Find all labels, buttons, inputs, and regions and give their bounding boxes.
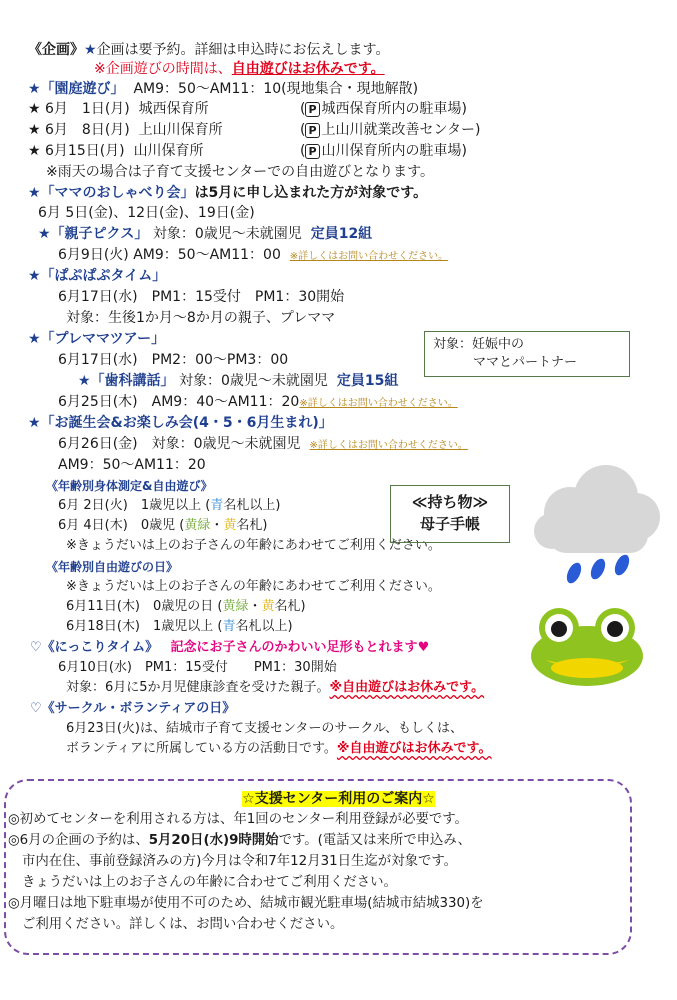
birthday-time: AM9：50～AM11：20 <box>58 457 206 473</box>
teien-parking: ( P 山川保育所内の駐車場) <box>300 143 467 159</box>
nenrei-row2-date: 6月18日(木) 1歳児以上 <box>66 619 214 634</box>
papupu-title: ★「ぱぷぱぷタイム」 <box>28 268 167 284</box>
teien-row <box>28 120 223 140</box>
teien-header <box>28 79 418 99</box>
nenrei-row2: 6月18日(木) 1歳児以上 (青名札以上) <box>66 619 293 634</box>
shika-time-line <box>58 392 458 414</box>
guide-line2-post: です。(電話又は来所で申込み、 <box>278 833 472 848</box>
shika-title: ★「歯科講話」 <box>78 373 175 389</box>
papupu-target: 対象：生後1か月～8か月の親子、プレママ <box>66 310 336 326</box>
sokutei-row1-date: 6月 2日(火) 1歳児以上 <box>58 498 202 513</box>
sokutei-note: ※きょうだいは上のお子さんの年齢にあわせてご利用ください。 <box>66 538 441 553</box>
picnic-time: 6月9日(火) AM9：50～AM11：00 <box>58 247 281 263</box>
parking-icon: P <box>305 123 319 138</box>
birthday-date: 6月26日(金) 対象：0歳児～未就園児 <box>58 436 301 452</box>
picnic-time-line <box>58 245 448 267</box>
teien-parking: ( P 城西保育所内の駐車場) <box>300 101 467 117</box>
sokutei-row1-suffix: 名札以上) <box>223 498 281 513</box>
mochimono-title: ≪持ち物≫ <box>411 493 489 511</box>
premama-box-line1: 対象：妊娠中の <box>433 337 525 352</box>
teien-date: ★ 6月 1日(月) <box>28 101 130 117</box>
premama-title: ★「プレママツアー」 <box>28 331 166 347</box>
nikkori-target: 対象：6月に5か月児健康診査を受けた親子。 <box>66 680 330 695</box>
teien-title: ★「園庭遊び」 <box>28 81 125 97</box>
teien-parking-text: 山川保育所内の駐車場 <box>321 143 462 159</box>
intro-note-text: ※企画遊びの時間は、 <box>94 61 232 77</box>
teien-rain: ※雨天の場合は子育て支援センターでの自由遊びとなります。 <box>46 164 435 180</box>
nikkori-title: ♡《にっこりタイム》 <box>30 640 159 655</box>
circle-title: ♡《サークル・ボランティアの日》 <box>30 701 236 716</box>
intro-text: 企画は要予約。詳細は申込時にお伝えします。 <box>96 42 390 58</box>
mochimono-box <box>390 485 510 543</box>
picnic-note: ※詳しくはお問い合わせください。 <box>289 251 449 262</box>
sokutei-row2-suffix: 名札) <box>236 518 268 533</box>
teien-date: ★ 6月 8日(月) <box>28 122 130 138</box>
premama-box-line2: ママとパートナー <box>473 355 578 370</box>
intro-note-em: 自由遊びはお休みです。 <box>231 61 385 77</box>
guide-line5: ◎月曜日は地下駐車場が使用不可のため、結城市観光駐車場(結城市結城330)を <box>8 896 484 911</box>
premama-target-box <box>424 331 630 377</box>
mochimono-item: 母子手帳 <box>419 515 480 533</box>
intro-line <box>28 40 389 60</box>
teien-date: ★ 6月15日(月) <box>28 143 125 159</box>
teien-row <box>28 141 204 161</box>
circle-note: ※自由遊びはお休みです。 <box>336 741 492 756</box>
nenrei-row1-suffix: 名札) <box>274 599 306 614</box>
sokutei-row2-color1: 黄緑 <box>184 518 211 533</box>
circle-line2: ボランティアに所属している方の活動日です。 <box>66 741 337 756</box>
intro-note <box>94 59 385 79</box>
teien-parking-text: 城西保育所内の駐車場 <box>321 101 462 117</box>
teien-place: 城西保育所 <box>138 101 209 117</box>
nikkori-header <box>30 638 429 658</box>
picnic-title: ★「親子ピクス」 <box>38 226 149 242</box>
frog-icon <box>525 604 649 686</box>
mama-target: は5月に申し込まれた方が対象です。 <box>194 185 428 201</box>
mama-title: ★「ママのおしゃべり会」 <box>28 185 195 201</box>
nenrei-title: 《年齢別自由遊びの日》 <box>46 560 179 574</box>
guide-line2 <box>8 831 471 851</box>
nikkori-note: ※自由遊びはお休みです。 <box>329 680 485 695</box>
sokutei-title: 《年齢別身体測定&自由遊び》 <box>46 479 213 493</box>
nenrei-row1-color1: 黄緑 <box>222 599 249 614</box>
shika-header <box>78 371 398 391</box>
picnic-target: 対象：0歳児～未就園児 <box>152 226 302 242</box>
guide-line3: 市内在住、事前登録済みの方)今月は令和7年12月31日生迄が対象です。 <box>22 854 458 869</box>
intro-star: ★ <box>84 42 97 58</box>
picnic-header <box>38 224 372 244</box>
sokutei-row2-date: 6月 4日(木) 0歳児 <box>58 518 176 533</box>
mama-dates: 6月 5日(金)、12日(金)、19日(金) <box>38 205 255 221</box>
shika-capacity: 定員15組 <box>336 373 399 389</box>
guide-line4: きょうだいは上のお子さんの年齢に合わせてご利用ください。 <box>22 875 397 890</box>
nenrei-row2-color: 青 <box>222 619 236 634</box>
guide-line2-em: 5月20日(水)9時開始 <box>148 833 279 848</box>
mama-header <box>28 183 427 203</box>
sokutei-row1: 6月 2日(火) 1歳児以上 (青名札以上) <box>58 498 281 513</box>
guide-title-wrap <box>0 789 677 809</box>
nenrei-row1-color2: 黄 <box>261 599 275 614</box>
birthday-date-line <box>58 434 468 456</box>
papupu-time: 6月17日(水) PM1：15受付 PM1：30開始 <box>58 289 345 305</box>
birthday-note: ※詳しくはお問い合わせください。 <box>309 440 468 451</box>
nikkori-time: 6月10日(水) PM1：15受付 PM1：30開始 <box>58 660 337 675</box>
teien-row <box>28 99 209 119</box>
picnic-capacity: 定員12組 <box>310 226 373 242</box>
guide-line6: ご利用ください。詳しくは、お問い合わせください。 <box>22 917 344 932</box>
guide-line2-pre: ◎6月の企画の予約は、 <box>8 833 149 848</box>
heart-icon: ♥ <box>417 640 430 655</box>
parking-icon: P <box>305 144 319 159</box>
sokutei-row2-color2: 黄 <box>223 518 237 533</box>
nenrei-row1-date: 6月11日(木) 0歳児の日 <box>66 599 214 614</box>
sokutei-row2: 6月 4日(木) 0歳児 (黄緑・黄名札) <box>58 518 268 533</box>
teien-time: AM9：50～AM11：10(現地集合・現地解散) <box>133 81 419 97</box>
nikkori-target-line <box>66 678 484 698</box>
teien-parking-text: 上山川就業改善センター) <box>321 122 481 138</box>
nenrei-row2-suffix: 名札以上) <box>235 619 293 634</box>
rain-cloud-icon <box>528 461 664 591</box>
nenrei-row1-dot: ・ <box>248 599 262 614</box>
nikkori-em: 記念にお子さんのかわいい足形もとれます <box>170 640 418 655</box>
shika-time: 6月25日(木) AM9：40～AM11：20 <box>58 394 300 410</box>
nenrei-row1: 6月11日(木) 0歳児の日 (黄緑・黄名札) <box>66 599 306 614</box>
circle-line1: 6月23日(火)は、結城市子育て支援センターのサークル、もしくは、 <box>66 721 464 736</box>
nenrei-note: ※きょうだいは上のお子さんの年齢にあわせてご利用ください。 <box>66 579 441 594</box>
sokutei-row1-color: 青 <box>210 498 224 513</box>
shika-note: ※詳しくはお問い合わせください。 <box>299 398 458 409</box>
sokutei-row2-dot: ・ <box>210 518 224 533</box>
guide-title: ☆支援センター利用のご案内☆ <box>242 791 435 807</box>
parking-icon: P <box>305 102 319 117</box>
guide-line1: ◎初めてセンターを利用される方は、年1回のセンター利用登録が必要です。 <box>8 812 468 827</box>
circle-line2-wrap <box>66 739 492 759</box>
teien-place: 上山川保育所 <box>138 122 223 138</box>
premama-time: 6月17日(水) PM2：00～PM3：00 <box>58 352 289 368</box>
teien-parking: ( P 上山川就業改善センター) <box>300 122 481 138</box>
intro-tag: 《企画》 <box>28 42 84 58</box>
birthday-title: ★「お誕生会&お楽しみ会(4・5・6月生まれ)」 <box>28 415 333 431</box>
teien-place: 山川保育所 <box>133 143 204 159</box>
shika-target: 対象：0歳児～未就園児 <box>179 373 328 389</box>
